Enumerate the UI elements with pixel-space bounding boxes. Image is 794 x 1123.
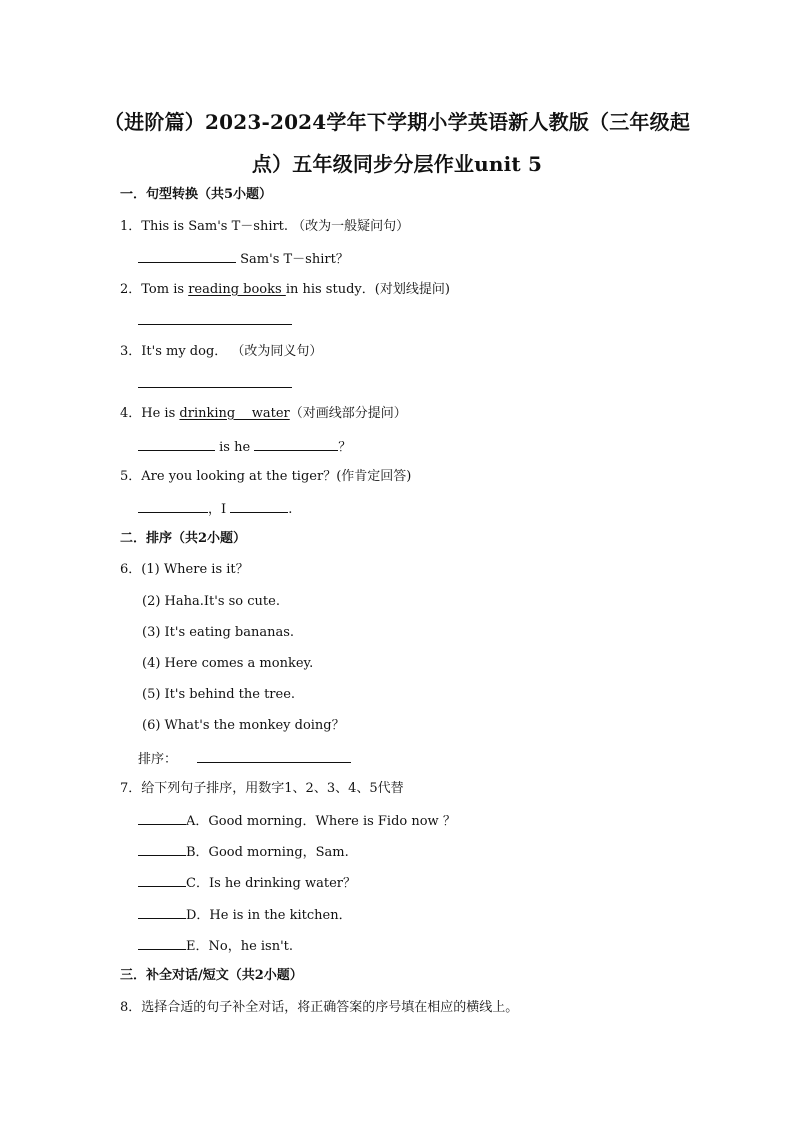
question-5-answer-tail: .: [288, 502, 293, 517]
question-7-item: [138, 906, 352, 924]
section-3-heading: 三．补全对话/短文（共2小题）: [120, 968, 303, 983]
question-4-answer-mid: is he: [215, 440, 255, 455]
question-7-item-text: D．He is in the kitchen．: [186, 908, 352, 923]
question-7-item: [138, 937, 293, 955]
question-4-pre: 4．He is: [120, 406, 180, 421]
question-6-order: [138, 750, 351, 768]
question-7-item: [138, 843, 349, 861]
document-title-line-2: 点）五年级同步分层作业unit 5: [251, 152, 543, 176]
section-1-heading: 一．句型转换（共5小题）: [120, 187, 273, 202]
question-6-item: (4) Here comes a monkey.: [142, 656, 314, 671]
question-4-post: （对画线部分提问）: [289, 406, 407, 421]
answer-blank[interactable]: [138, 937, 186, 950]
question-8: 8．选择合适的句子补全对话，将正确答案的序号填在相应的横线上。: [120, 1000, 519, 1015]
question-7-item: [138, 812, 456, 830]
answer-blank[interactable]: [138, 843, 186, 856]
question-4-answer: [138, 438, 351, 456]
question-4-underlined: drinking water: [179, 406, 290, 421]
question-6-item: 6．(1) Where is it？: [120, 562, 249, 577]
question-6-item: (6) What's the monkey doing？: [142, 718, 345, 733]
question-2-underlined: reading books: [188, 282, 286, 297]
answer-blank[interactable]: [230, 500, 288, 513]
document-title-line-1: （进阶篇）2023-2024学年下学期小学英语新人教版（三年级起: [103, 110, 691, 134]
answer-blank[interactable]: [138, 500, 208, 513]
answer-blank[interactable]: [197, 750, 351, 763]
question-3: 3．It's my dog． （改为同义句）: [120, 344, 323, 359]
question-2-pre: 2．Tom is: [120, 282, 189, 297]
answer-blank[interactable]: [138, 874, 186, 887]
question-4-answer-tail: ？: [338, 440, 352, 455]
question-5-answer: [138, 500, 292, 518]
question-7-item-text: C．Is he drinking water？: [186, 876, 357, 891]
question-5-answer-mid: ，I: [208, 502, 231, 517]
answer-blank[interactable]: [138, 812, 186, 825]
section-2-heading: 二．排序（共2小题）: [120, 531, 247, 546]
question-5: 5．Are you looking at the tiger？(作肯定回答): [120, 469, 412, 484]
question-4: [120, 406, 407, 422]
question-2-post: in his study．(对划线提问): [285, 282, 450, 297]
answer-blank[interactable]: [138, 250, 236, 263]
order-label: 排序：: [138, 752, 178, 767]
question-6-item: (2) Haha.It's so cute.: [142, 594, 280, 609]
question-3-answer: [138, 375, 292, 393]
question-1: 1．This is Sam's T－shirt. （改为一般疑问句）: [120, 219, 410, 234]
question-2: [120, 282, 450, 298]
question-7-item-text: A．Good morning．Where is Fido now ？: [186, 814, 456, 829]
question-1-answer: [138, 250, 349, 268]
question-7-item-text: E．No，he isn't.: [186, 939, 294, 954]
answer-blank[interactable]: [138, 375, 292, 388]
question-7-item: [138, 874, 356, 892]
question-7-prompt: 7．给下列句子排序，用数字1、2、3、4、5代替: [120, 781, 404, 796]
question-7-item-text: B．Good morning，Sam.: [186, 845, 349, 860]
question-6-item: (5) It's behind the tree.: [142, 687, 296, 702]
answer-blank[interactable]: [138, 906, 186, 919]
answer-blank[interactable]: [254, 438, 338, 451]
question-2-answer: [138, 312, 292, 330]
answer-blank[interactable]: [138, 438, 215, 451]
question-6-item: (3) It's eating bananas.: [142, 625, 295, 640]
answer-blank[interactable]: [138, 312, 292, 325]
question-1-answer-tail: Sam's T－shirt？: [236, 252, 349, 267]
